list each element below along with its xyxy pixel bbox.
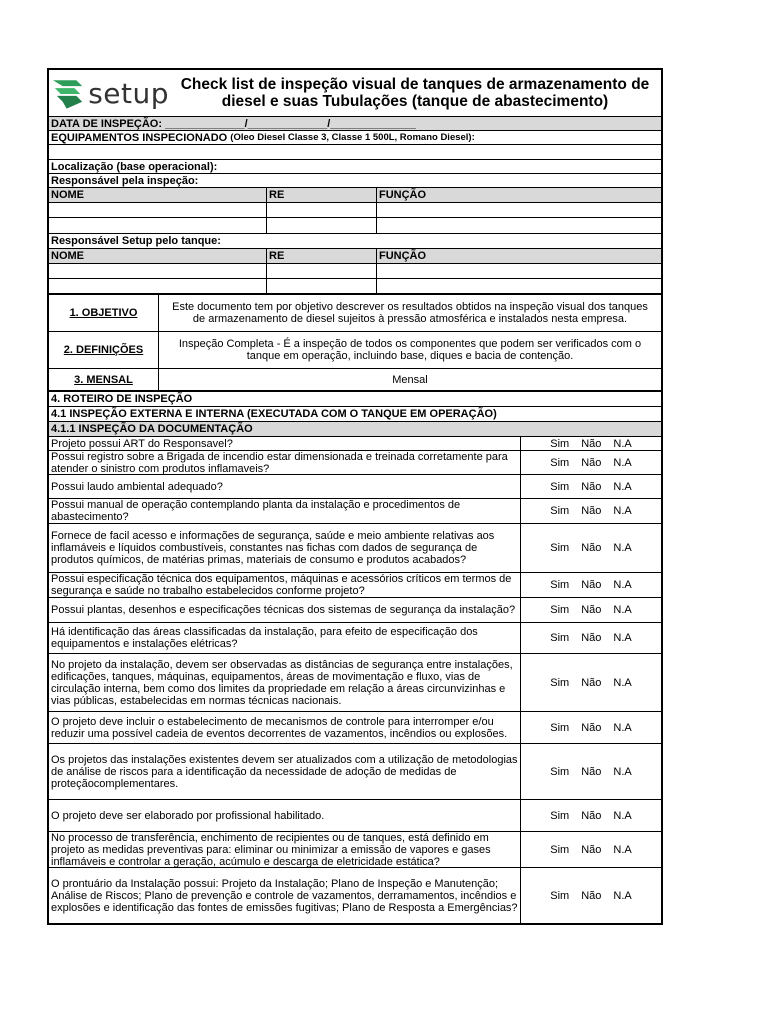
setup-nome-input[interactable] (49, 264, 267, 278)
option-sim[interactable]: Sim (550, 579, 570, 591)
documentation-heading: 4.1.1 INSPEÇÃO DA DOCUMENTAÇÃO (51, 423, 253, 435)
answer-options (521, 832, 661, 867)
option-nao[interactable]: Não (581, 505, 602, 517)
question-list (49, 437, 661, 923)
inspection-heading-row (49, 407, 661, 422)
option-nao[interactable]: Não (581, 542, 602, 554)
option-na[interactable]: N.A (613, 579, 632, 591)
inspector-re-input[interactable] (267, 203, 377, 217)
table-row (49, 712, 661, 744)
option-sim[interactable]: Sim (550, 843, 570, 856)
col-nome: NOME (49, 249, 267, 263)
option-sim[interactable]: Sim (550, 889, 570, 902)
roteiro-heading-row (49, 392, 661, 407)
question-text: Fornece de facil acesso e informações de segurança, saúde e meio ambiente relativas aos inflamáveis e líquidos combustíveis, constantes nas fichas com dados de segurança de produtos químicos, de matérias primas, materiais de consumo e produtos acabados? (49, 524, 521, 572)
location-label: Localização (base operacional): (51, 160, 218, 173)
question-text: No processo de transferência, enchimento de recipientes ou de tanques, está definido em projeto as medidas preventivas para: eliminar ou minimizar a emissão de vapores e gases inflamáveis e controlar a geração, acúmulo e descarga de eletricidade estática? (49, 832, 521, 867)
option-nao[interactable]: Não (581, 843, 602, 856)
option-na[interactable]: N.A (613, 809, 632, 822)
question-text: Possui manual de operação contemplando planta da instalação e procedimentos de abastecimento? (49, 499, 521, 523)
table-row (49, 437, 661, 451)
option-nao[interactable]: Não (581, 437, 602, 450)
answer-options (521, 654, 661, 711)
equipment-label (49, 131, 477, 144)
inspector-row-2 (49, 218, 661, 234)
answer-options (521, 800, 661, 831)
inspection-date-row (49, 117, 661, 131)
table-row (49, 800, 661, 832)
setup-re-input[interactable] (267, 264, 377, 278)
question-text: O projeto deve ser elaborado por profissional habilitado. (49, 800, 521, 831)
inspector-nome-input[interactable] (49, 203, 267, 217)
checklist-sheet (47, 68, 663, 925)
section-mensal (49, 369, 661, 392)
col-re: RE (267, 249, 377, 263)
option-sim[interactable]: Sim (550, 604, 570, 616)
answer-options (521, 712, 661, 743)
question-text: O prontuário da Instalação possui: Projeto da Instalação; Plano de Inspeção e Manutenção; Análise de Riscos; Plano de prevenção e controle de vazamentos, derramamentos, incêndios e explosões e identificação das fontes de emissões fugitivas; Plano de Resposta a Emergências? (49, 868, 521, 923)
table-row (49, 623, 661, 654)
section-label: 2. DEFINIÇÕES (49, 332, 159, 368)
question-text: Possui especificação técnica dos equipamentos, máquinas e acessórios críticos em termos de segurança e saúde no trabalho estabelecidos conforme projeto? (49, 573, 521, 597)
section-text: Inspeção Completa - É a inspeção de todos os componentes que podem ser verificados com o tanque em operação, incluindo base, diques e bacia de contenção. (178, 338, 642, 362)
question-text: Há identificação das áreas classificadas da instalação, para efeito de especificação dos equipamentos e instalações elétricas? (49, 623, 521, 653)
question-text: Possui laudo ambiental adequado? (49, 475, 521, 498)
setup-responsible-heading-row (49, 234, 661, 249)
col-funcao: FUNÇÃO (379, 189, 427, 201)
option-nao[interactable]: Não (581, 721, 602, 734)
option-nao[interactable]: Não (581, 889, 602, 902)
inspector-heading-row (49, 174, 661, 188)
option-sim[interactable]: Sim (550, 676, 570, 689)
title-line-1: Check list de inspeção visual de tanques de armazenamento de (180, 76, 650, 93)
table-row (49, 598, 661, 623)
documentation-heading-row (49, 422, 661, 437)
option-sim[interactable]: Sim (550, 456, 570, 469)
option-na[interactable]: N.A (613, 456, 632, 469)
table-row (49, 868, 661, 923)
option-na[interactable]: N.A (613, 889, 632, 902)
option-sim[interactable]: Sim (550, 480, 570, 493)
option-na[interactable]: N.A (613, 480, 632, 493)
question-text: No projeto da instalação, devem ser observadas as distâncias de segurança entre instalações, edificações, tanques, máquinas, equipamentos, áreas de movimentação e fluxo, vias de circulação interna, bem como dos limites da propriedade em relação a áreas circunvizinhas e vias públicas, estabelecidas em normas técnicas nacionais. (49, 654, 521, 711)
setup-logo-icon (51, 76, 84, 110)
answer-options (521, 744, 661, 799)
option-nao[interactable]: Não (581, 632, 602, 644)
option-nao[interactable]: Não (581, 604, 602, 616)
inspector-funcao-input[interactable] (377, 218, 661, 233)
inspector-funcao-input[interactable] (377, 203, 661, 217)
question-text: Possui plantas, desenhos e especificações técnicas dos sistemas de segurança da instalação? (49, 598, 521, 622)
answer-options (521, 451, 661, 474)
option-nao[interactable]: Não (581, 480, 602, 493)
section-objetivo (49, 295, 661, 332)
option-na[interactable]: N.A (613, 721, 632, 734)
col-re: RE (267, 188, 377, 202)
option-na[interactable]: N.A (613, 542, 632, 554)
section-text: Este documento tem por objetivo descrever os resultados obtidos na inspeção visual dos tanques de armazenamento de diesel sujeitos à pressão atmosférica e instalados nesta empresa. (172, 301, 648, 325)
option-na[interactable]: N.A (613, 765, 632, 778)
section-definicoes (49, 332, 661, 369)
option-na[interactable]: N.A (613, 676, 632, 689)
option-nao[interactable]: Não (581, 456, 602, 469)
table-row (49, 744, 661, 800)
table-row (49, 475, 661, 499)
table-row (49, 654, 661, 712)
option-nao[interactable]: Não (581, 579, 602, 591)
setup-logo (49, 70, 169, 116)
equipment-input-row[interactable] (49, 145, 661, 160)
table-row (49, 499, 661, 524)
document-header (49, 70, 661, 117)
section-text: Mensal (392, 373, 428, 386)
question-text: O projeto deve incluir o estabelecimento de mecanismos de controle para interromper e/ou reduzir uma possível cadeia de eventos decorrentes de vazamentos, incêndios ou explosões. (49, 712, 521, 743)
answer-options (521, 598, 661, 622)
option-sim[interactable]: Sim (550, 632, 570, 644)
setup-row-1 (49, 264, 661, 279)
question-text: Os projetos das instalações existentes devem ser atualizados com a utilização de metodologias de análise de riscos para a identificação da necessidade de adoção de medidas de proteçãocomplementares. (49, 744, 521, 799)
answer-options (521, 868, 661, 923)
section-label: 1. OBJETIVO (49, 295, 159, 331)
inspector-heading: Responsável pela inspeção: (51, 174, 199, 187)
inspection-heading: 4.1 INSPEÇÃO EXTERNA E INTERNA (EXECUTADA COM O TANQUE EM OPERAÇÃO) (51, 408, 497, 420)
answer-options (521, 475, 661, 498)
option-sim[interactable]: Sim (550, 437, 570, 450)
question-text: Projeto possui ART do Responsavel? (49, 437, 521, 450)
option-nao[interactable]: Não (581, 765, 602, 778)
table-row (49, 524, 661, 573)
option-na[interactable]: N.A (613, 505, 632, 517)
col-nome: NOME (49, 188, 267, 202)
inspector-columns (49, 188, 661, 203)
inspector-nome-input[interactable] (49, 218, 267, 233)
title-line-2: diesel e suas Tubulações (tanque de abastecimento) (221, 93, 609, 110)
table-row (49, 451, 661, 475)
roteiro-heading: 4. ROTEIRO DE INSPEÇÃO (51, 393, 193, 405)
setup-columns (49, 249, 661, 264)
question-text: Possui registro sobre a Brigada de incendio estar dimensionada e treinada corretamente para atender o sinistro com produtos inflamaveis? (49, 451, 521, 474)
option-na[interactable]: N.A (613, 604, 632, 616)
inspector-row-1 (49, 203, 661, 218)
option-sim[interactable]: Sim (550, 765, 570, 778)
inspection-date-field[interactable]: DATA DE INSPEÇÃO: _____________/_____________/______________ (51, 117, 416, 130)
option-nao[interactable]: Não (581, 809, 602, 822)
equipment-note: (Oleo Diesel Classe 3, Classe 1 500L, Romano Diesel): (230, 131, 475, 143)
setup-responsible-heading: Responsável Setup pelo tanque: (51, 235, 221, 247)
equipment-row (49, 131, 661, 145)
answer-options (521, 524, 661, 572)
section-label: 3. MENSAL (49, 369, 159, 390)
answer-options (521, 623, 661, 653)
option-na[interactable]: N.A (613, 632, 632, 644)
setup-funcao-input[interactable] (377, 279, 661, 293)
setup-re-input[interactable] (267, 279, 377, 293)
table-row (49, 832, 661, 868)
option-sim[interactable]: Sim (550, 721, 570, 734)
answer-options (521, 437, 661, 450)
option-sim[interactable]: Sim (550, 809, 570, 822)
inspector-re-input[interactable] (267, 218, 377, 233)
setup-funcao-input[interactable] (377, 264, 661, 278)
answer-options (521, 573, 661, 597)
page-title (169, 70, 661, 116)
location-row (49, 160, 661, 174)
option-na[interactable]: N.A (613, 843, 632, 856)
equipment-label-text: EQUIPAMENTOS INSPECIONADO (51, 131, 228, 144)
setup-nome-input[interactable] (49, 279, 267, 293)
option-na[interactable]: N.A (613, 437, 632, 450)
table-row (49, 573, 661, 598)
option-nao[interactable]: Não (581, 676, 602, 689)
setup-row-2 (49, 279, 661, 295)
logo-wordmark: setup (88, 76, 169, 110)
answer-options (521, 499, 661, 523)
col-funcao: FUNÇÃO (379, 250, 427, 262)
option-sim[interactable]: Sim (550, 542, 570, 554)
option-sim[interactable]: Sim (550, 505, 570, 517)
